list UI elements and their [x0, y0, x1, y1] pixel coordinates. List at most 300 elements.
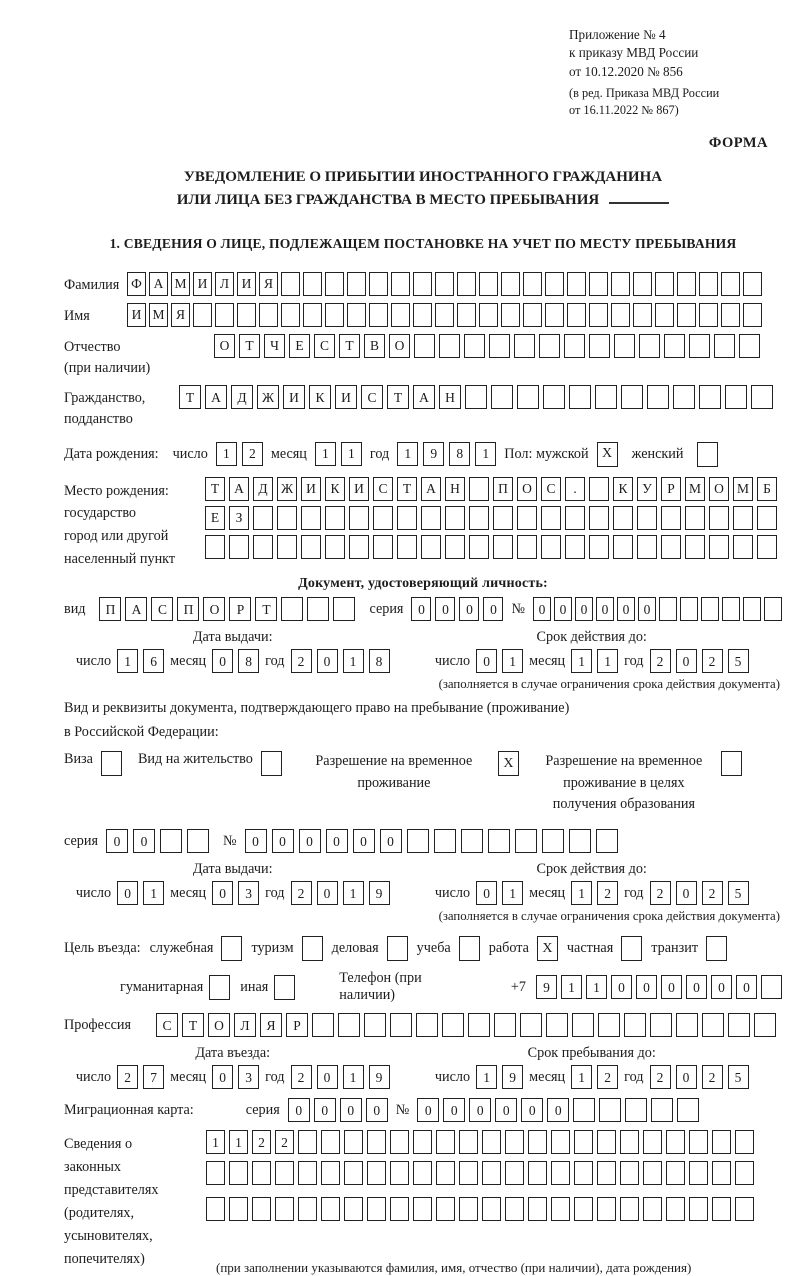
birth-place-row3-cell-3[interactable] [277, 535, 297, 559]
profession-cell-1[interactable]: Т [182, 1013, 204, 1037]
citizenship-cell-22[interactable] [751, 385, 773, 409]
birth-place-row1-cell-1[interactable]: А [229, 477, 249, 501]
purpose-study-checkbox[interactable] [459, 936, 480, 961]
phone-cell-1[interactable]: 1 [561, 975, 582, 999]
representatives-row1-cell-17[interactable] [597, 1130, 616, 1154]
birth-place-row2-cell-17[interactable] [613, 506, 633, 530]
birth-place-row3-cell-0[interactable] [205, 535, 225, 559]
given-name-cell-28[interactable] [743, 303, 762, 327]
surname-cell-27[interactable] [721, 272, 740, 296]
purpose-tourism-checkbox[interactable] [302, 936, 323, 961]
representatives-row3-cell-6[interactable] [344, 1197, 363, 1221]
citizenship-cell-9[interactable]: А [413, 385, 435, 409]
surname-cell-3[interactable]: И [193, 272, 212, 296]
identity-issue-year-cell-2[interactable]: 1 [343, 649, 364, 673]
representatives-row1-cell-15[interactable] [551, 1130, 570, 1154]
identity-issue-year-cell-1[interactable]: 0 [317, 649, 338, 673]
given-name-cell-12[interactable] [391, 303, 410, 327]
entry-year-cell-2[interactable]: 1 [343, 1065, 364, 1089]
given-name-cell-20[interactable] [567, 303, 586, 327]
representatives-row2-cell-19[interactable] [643, 1161, 662, 1185]
representatives-row2-cell-3[interactable] [275, 1161, 294, 1185]
birth-place-row1-cell-17[interactable]: К [613, 477, 633, 501]
profession-cell-2[interactable]: О [208, 1013, 230, 1037]
migration-series-cell-2[interactable]: 0 [340, 1098, 362, 1122]
given-name-cell-2[interactable]: Я [171, 303, 190, 327]
phone-cell-3[interactable]: 0 [611, 975, 632, 999]
representatives-row2-cell-4[interactable] [298, 1161, 317, 1185]
birth-place-row1-cell-14[interactable]: С [541, 477, 561, 501]
representatives-row3-cell-21[interactable] [689, 1197, 708, 1221]
stay-day-cell-0[interactable]: 1 [476, 1065, 497, 1089]
doc-number-cell-0[interactable]: 0 [533, 597, 551, 621]
citizenship-cell-15[interactable] [569, 385, 591, 409]
given-name-cell-14[interactable] [435, 303, 454, 327]
residence-series-cell-3[interactable] [187, 829, 209, 853]
given-name-cell-10[interactable] [347, 303, 366, 327]
profession-cell-8[interactable] [364, 1013, 386, 1037]
representatives-row3-cell-22[interactable] [712, 1197, 731, 1221]
given-name-cell-1[interactable]: М [149, 303, 168, 327]
birth-place-row3-cell-9[interactable] [421, 535, 441, 559]
given-name-cell-0[interactable]: И [127, 303, 146, 327]
birth-place-row2-cell-10[interactable] [445, 506, 465, 530]
identity-issue-year-cell-0[interactable]: 2 [291, 649, 312, 673]
profession-cell-16[interactable] [572, 1013, 594, 1037]
representatives-row2-cell-2[interactable] [252, 1161, 271, 1185]
representatives-row1-cell-4[interactable] [298, 1130, 317, 1154]
residence-expiry-year-cell-3[interactable]: 5 [728, 881, 749, 905]
representatives-row1-cell-6[interactable] [344, 1130, 363, 1154]
surname-cell-25[interactable] [677, 272, 696, 296]
profession-cell-20[interactable] [676, 1013, 698, 1037]
purpose-work-checkbox[interactable]: X [537, 936, 558, 961]
birth-place-row1-cell-11[interactable] [469, 477, 489, 501]
representatives-row1-cell-5[interactable] [321, 1130, 340, 1154]
purpose-other-checkbox[interactable] [274, 975, 295, 1000]
patronymic-cell-14[interactable] [564, 334, 585, 358]
doc-number-cell-10[interactable] [743, 597, 761, 621]
residence-issue-year-cell-0[interactable]: 2 [291, 881, 312, 905]
patronymic-cell-3[interactable]: Е [289, 334, 310, 358]
migration-number-cell-0[interactable]: 0 [417, 1098, 439, 1122]
patronymic-cell-7[interactable]: О [389, 334, 410, 358]
temporary-residence-checkbox[interactable]: X [498, 751, 519, 776]
residence-issue-month-cell-0[interactable]: 0 [212, 881, 233, 905]
citizenship-cell-0[interactable]: Т [179, 385, 201, 409]
stay-month-cell-1[interactable]: 2 [597, 1065, 618, 1089]
stay-day-cell-1[interactable]: 9 [502, 1065, 523, 1089]
profession-cell-3[interactable]: Л [234, 1013, 256, 1037]
residence-number-cell-7[interactable] [434, 829, 456, 853]
residence-number-cell-0[interactable]: 0 [245, 829, 267, 853]
representatives-row2-cell-11[interactable] [459, 1161, 478, 1185]
birth-place-row3-cell-15[interactable] [565, 535, 585, 559]
representatives-row2-cell-21[interactable] [689, 1161, 708, 1185]
birth-place-row3-cell-16[interactable] [589, 535, 609, 559]
doc-kind-cell-2[interactable]: С [151, 597, 173, 621]
representatives-row2-cell-8[interactable] [390, 1161, 409, 1185]
representatives-row3-cell-5[interactable] [321, 1197, 340, 1221]
birth-place-row2-cell-23[interactable] [757, 506, 777, 530]
birth-day-cell-0[interactable]: 1 [216, 442, 237, 466]
residence-number-cell-10[interactable] [515, 829, 537, 853]
citizenship-cell-14[interactable] [543, 385, 565, 409]
birth-place-row1-cell-15[interactable]: . [565, 477, 585, 501]
representatives-row3-cell-15[interactable] [551, 1197, 570, 1221]
birth-place-row2-cell-21[interactable] [709, 506, 729, 530]
birth-place-row2-cell-9[interactable] [421, 506, 441, 530]
entry-year-cell-0[interactable]: 2 [291, 1065, 312, 1089]
identity-issue-day-cell-0[interactable]: 1 [117, 649, 138, 673]
migration-number-cell-6[interactable] [573, 1098, 595, 1122]
representatives-row2-cell-6[interactable] [344, 1161, 363, 1185]
citizenship-cell-8[interactable]: Т [387, 385, 409, 409]
birth-place-row2-cell-6[interactable] [349, 506, 369, 530]
profession-cell-0[interactable]: С [156, 1013, 178, 1037]
residence-issue-month-cell-1[interactable]: 3 [238, 881, 259, 905]
residence-series-cell-2[interactable] [160, 829, 182, 853]
representatives-row1-cell-12[interactable] [482, 1130, 501, 1154]
birth-place-row3-cell-11[interactable] [469, 535, 489, 559]
representatives-row2-cell-22[interactable] [712, 1161, 731, 1185]
profession-cell-7[interactable] [338, 1013, 360, 1037]
birth-place-row2-cell-4[interactable] [301, 506, 321, 530]
representatives-row1-cell-11[interactable] [459, 1130, 478, 1154]
surname-cell-18[interactable] [523, 272, 542, 296]
given-name-cell-18[interactable] [523, 303, 542, 327]
purpose-business-checkbox[interactable] [221, 936, 242, 961]
birth-place-row1-cell-10[interactable]: Н [445, 477, 465, 501]
birth-place-row3-cell-5[interactable] [325, 535, 345, 559]
patronymic-cell-2[interactable]: Ч [264, 334, 285, 358]
birth-place-row2-cell-12[interactable] [493, 506, 513, 530]
representatives-row3-cell-11[interactable] [459, 1197, 478, 1221]
profession-cell-15[interactable] [546, 1013, 568, 1037]
representatives-row3-cell-18[interactable] [620, 1197, 639, 1221]
birth-place-row3-cell-21[interactable] [709, 535, 729, 559]
migration-number-cell-4[interactable]: 0 [521, 1098, 543, 1122]
birth-place-row1-cell-18[interactable]: У [637, 477, 657, 501]
entry-month-cell-0[interactable]: 0 [212, 1065, 233, 1089]
doc-kind-cell-1[interactable]: А [125, 597, 147, 621]
doc-number-cell-9[interactable] [722, 597, 740, 621]
doc-number-cell-3[interactable]: 0 [596, 597, 614, 621]
migration-series-cell-3[interactable]: 0 [366, 1098, 388, 1122]
migration-number-cell-7[interactable] [599, 1098, 621, 1122]
birth-place-row1-cell-22[interactable]: М [733, 477, 753, 501]
given-name-cell-6[interactable] [259, 303, 278, 327]
representatives-row1-cell-1[interactable]: 1 [229, 1130, 248, 1154]
residence-number-cell-4[interactable]: 0 [353, 829, 375, 853]
residence-issue-year-cell-1[interactable]: 0 [317, 881, 338, 905]
migration-number-cell-2[interactable]: 0 [469, 1098, 491, 1122]
representatives-row2-cell-13[interactable] [505, 1161, 524, 1185]
given-name-cell-7[interactable] [281, 303, 300, 327]
birth-place-row3-cell-17[interactable] [613, 535, 633, 559]
patronymic-cell-0[interactable]: О [214, 334, 235, 358]
patronymic-cell-10[interactable] [464, 334, 485, 358]
birth-year-cell-2[interactable]: 8 [449, 442, 470, 466]
patronymic-cell-1[interactable]: Т [239, 334, 260, 358]
given-name-cell-24[interactable] [655, 303, 674, 327]
representatives-row3-cell-17[interactable] [597, 1197, 616, 1221]
birth-place-row2-cell-15[interactable] [565, 506, 585, 530]
representatives-row1-cell-14[interactable] [528, 1130, 547, 1154]
given-name-cell-8[interactable] [303, 303, 322, 327]
surname-cell-23[interactable] [633, 272, 652, 296]
migration-series-cell-0[interactable]: 0 [288, 1098, 310, 1122]
birth-place-row3-cell-12[interactable] [493, 535, 513, 559]
residence-number-cell-12[interactable] [569, 829, 591, 853]
residence-issue-day-cell-0[interactable]: 0 [117, 881, 138, 905]
residence-number-cell-9[interactable] [488, 829, 510, 853]
identity-expiry-month-cell-1[interactable]: 1 [597, 649, 618, 673]
representatives-row3-cell-23[interactable] [735, 1197, 754, 1221]
representatives-row1-cell-8[interactable] [390, 1130, 409, 1154]
birth-place-row3-cell-18[interactable] [637, 535, 657, 559]
sex-female-checkbox[interactable] [697, 442, 718, 467]
surname-cell-6[interactable]: Я [259, 272, 278, 296]
doc-kind-cell-8[interactable] [307, 597, 329, 621]
representatives-row2-cell-18[interactable] [620, 1161, 639, 1185]
residence-series-cell-1[interactable]: 0 [133, 829, 155, 853]
birth-place-row1-cell-12[interactable]: П [493, 477, 513, 501]
representatives-row2-cell-10[interactable] [436, 1161, 455, 1185]
surname-cell-28[interactable] [743, 272, 762, 296]
profession-cell-11[interactable] [442, 1013, 464, 1037]
doc-number-cell-11[interactable] [764, 597, 782, 621]
representatives-row1-cell-0[interactable]: 1 [206, 1130, 225, 1154]
representatives-row1-cell-21[interactable] [689, 1130, 708, 1154]
citizenship-cell-7[interactable]: С [361, 385, 383, 409]
surname-cell-10[interactable] [347, 272, 366, 296]
residence-number-cell-2[interactable]: 0 [299, 829, 321, 853]
given-name-cell-16[interactable] [479, 303, 498, 327]
birth-place-row2-cell-22[interactable] [733, 506, 753, 530]
profession-cell-12[interactable] [468, 1013, 490, 1037]
patronymic-cell-9[interactable] [439, 334, 460, 358]
birth-place-row1-cell-19[interactable]: Р [661, 477, 681, 501]
residence-expiry-day-cell-1[interactable]: 1 [502, 881, 523, 905]
migration-number-cell-5[interactable]: 0 [547, 1098, 569, 1122]
doc-number-cell-7[interactable] [680, 597, 698, 621]
representatives-row1-cell-16[interactable] [574, 1130, 593, 1154]
doc-kind-cell-3[interactable]: П [177, 597, 199, 621]
stay-year-cell-3[interactable]: 5 [728, 1065, 749, 1089]
residence-expiry-year-cell-1[interactable]: 0 [676, 881, 697, 905]
migration-number-cell-9[interactable] [651, 1098, 673, 1122]
profession-cell-18[interactable] [624, 1013, 646, 1037]
representatives-row3-cell-3[interactable] [275, 1197, 294, 1221]
birth-place-row3-cell-22[interactable] [733, 535, 753, 559]
representatives-row1-cell-7[interactable] [367, 1130, 386, 1154]
birth-place-row2-cell-20[interactable] [685, 506, 705, 530]
representatives-row1-cell-19[interactable] [643, 1130, 662, 1154]
patronymic-cell-8[interactable] [414, 334, 435, 358]
citizenship-cell-18[interactable] [647, 385, 669, 409]
surname-cell-26[interactable] [699, 272, 718, 296]
given-name-cell-15[interactable] [457, 303, 476, 327]
birth-place-row3-cell-6[interactable] [349, 535, 369, 559]
representatives-row1-cell-10[interactable] [436, 1130, 455, 1154]
given-name-cell-19[interactable] [545, 303, 564, 327]
surname-cell-9[interactable] [325, 272, 344, 296]
representatives-row3-cell-10[interactable] [436, 1197, 455, 1221]
given-name-cell-27[interactable] [721, 303, 740, 327]
given-name-cell-26[interactable] [699, 303, 718, 327]
phone-cell-5[interactable]: 0 [661, 975, 682, 999]
surname-cell-21[interactable] [589, 272, 608, 296]
surname-cell-22[interactable] [611, 272, 630, 296]
birth-place-row1-cell-2[interactable]: Д [253, 477, 273, 501]
citizenship-cell-12[interactable] [491, 385, 513, 409]
representatives-row2-cell-20[interactable] [666, 1161, 685, 1185]
representatives-row2-cell-15[interactable] [551, 1161, 570, 1185]
birth-place-row1-cell-8[interactable]: Т [397, 477, 417, 501]
surname-cell-5[interactable]: И [237, 272, 256, 296]
representatives-row3-cell-16[interactable] [574, 1197, 593, 1221]
representatives-row3-cell-13[interactable] [505, 1197, 524, 1221]
representatives-row2-cell-1[interactable] [229, 1161, 248, 1185]
representatives-row2-cell-23[interactable] [735, 1161, 754, 1185]
citizenship-cell-6[interactable]: И [335, 385, 357, 409]
residence-number-cell-11[interactable] [542, 829, 564, 853]
residence-number-cell-1[interactable]: 0 [272, 829, 294, 853]
patronymic-cell-19[interactable] [689, 334, 710, 358]
entry-month-cell-1[interactable]: 3 [238, 1065, 259, 1089]
representatives-row3-cell-9[interactable] [413, 1197, 432, 1221]
representatives-row3-cell-1[interactable] [229, 1197, 248, 1221]
surname-cell-7[interactable] [281, 272, 300, 296]
representatives-row3-cell-12[interactable] [482, 1197, 501, 1221]
birth-place-row1-cell-9[interactable]: А [421, 477, 441, 501]
identity-expiry-month-cell-0[interactable]: 1 [571, 649, 592, 673]
residence-number-cell-6[interactable] [407, 829, 429, 853]
doc-kind-cell-7[interactable] [281, 597, 303, 621]
migration-number-cell-1[interactable]: 0 [443, 1098, 465, 1122]
doc-kind-cell-6[interactable]: Т [255, 597, 277, 621]
citizenship-cell-2[interactable]: Д [231, 385, 253, 409]
entry-year-cell-1[interactable]: 0 [317, 1065, 338, 1089]
birth-place-row1-cell-7[interactable]: С [373, 477, 393, 501]
phone-cell-6[interactable]: 0 [686, 975, 707, 999]
temporary-residence-education-checkbox[interactable] [721, 751, 742, 776]
surname-cell-12[interactable] [391, 272, 410, 296]
citizenship-cell-21[interactable] [725, 385, 747, 409]
doc-series-cell-3[interactable]: 0 [483, 597, 503, 621]
given-name-cell-22[interactable] [611, 303, 630, 327]
doc-series-cell-2[interactable]: 0 [459, 597, 479, 621]
birth-place-row3-cell-10[interactable] [445, 535, 465, 559]
citizenship-cell-11[interactable] [465, 385, 487, 409]
migration-number-cell-8[interactable] [625, 1098, 647, 1122]
residence-issue-day-cell-1[interactable]: 1 [143, 881, 164, 905]
residence-number-cell-5[interactable]: 0 [380, 829, 402, 853]
representatives-row3-cell-20[interactable] [666, 1197, 685, 1221]
migration-number-cell-10[interactable] [677, 1098, 699, 1122]
birth-place-row3-cell-7[interactable] [373, 535, 393, 559]
residence-series-cell-0[interactable]: 0 [106, 829, 128, 853]
profession-cell-19[interactable] [650, 1013, 672, 1037]
given-name-cell-25[interactable] [677, 303, 696, 327]
profession-cell-13[interactable] [494, 1013, 516, 1037]
birth-day-cell-1[interactable]: 2 [242, 442, 263, 466]
patronymic-cell-5[interactable]: Т [339, 334, 360, 358]
representatives-row2-cell-7[interactable] [367, 1161, 386, 1185]
residence-permit-checkbox[interactable] [261, 751, 282, 776]
representatives-row2-cell-9[interactable] [413, 1161, 432, 1185]
representatives-row3-cell-14[interactable] [528, 1197, 547, 1221]
patronymic-cell-21[interactable] [739, 334, 760, 358]
birth-place-row1-cell-5[interactable]: К [325, 477, 345, 501]
residence-number-cell-3[interactable]: 0 [326, 829, 348, 853]
surname-cell-11[interactable] [369, 272, 388, 296]
birth-place-row1-cell-16[interactable] [589, 477, 609, 501]
surname-cell-16[interactable] [479, 272, 498, 296]
visa-checkbox[interactable] [101, 751, 122, 776]
representatives-row1-cell-23[interactable] [735, 1130, 754, 1154]
birth-place-row1-cell-0[interactable]: Т [205, 477, 225, 501]
identity-expiry-year-cell-0[interactable]: 2 [650, 649, 671, 673]
identity-expiry-day-cell-0[interactable]: 0 [476, 649, 497, 673]
patronymic-cell-13[interactable] [539, 334, 560, 358]
patronymic-cell-4[interactable]: С [314, 334, 335, 358]
representatives-row1-cell-13[interactable] [505, 1130, 524, 1154]
birth-place-row2-cell-18[interactable] [637, 506, 657, 530]
identity-expiry-day-cell-1[interactable]: 1 [502, 649, 523, 673]
given-name-cell-17[interactable] [501, 303, 520, 327]
representatives-row2-cell-17[interactable] [597, 1161, 616, 1185]
representatives-row1-cell-3[interactable]: 2 [275, 1130, 294, 1154]
residence-expiry-day-cell-0[interactable]: 0 [476, 881, 497, 905]
birth-month-cell-1[interactable]: 1 [341, 442, 362, 466]
birth-place-row3-cell-8[interactable] [397, 535, 417, 559]
birth-place-row2-cell-14[interactable] [541, 506, 561, 530]
doc-number-cell-2[interactable]: 0 [575, 597, 593, 621]
identity-expiry-year-cell-1[interactable]: 0 [676, 649, 697, 673]
doc-kind-cell-5[interactable]: Р [229, 597, 251, 621]
surname-cell-14[interactable] [435, 272, 454, 296]
citizenship-cell-1[interactable]: А [205, 385, 227, 409]
given-name-cell-3[interactable] [193, 303, 212, 327]
stay-month-cell-0[interactable]: 1 [571, 1065, 592, 1089]
entry-day-cell-1[interactable]: 7 [143, 1065, 164, 1089]
profession-cell-14[interactable] [520, 1013, 542, 1037]
birth-place-row1-cell-23[interactable]: Б [757, 477, 777, 501]
representatives-row3-cell-7[interactable] [367, 1197, 386, 1221]
residence-expiry-month-cell-1[interactable]: 2 [597, 881, 618, 905]
purpose-commercial-checkbox[interactable] [387, 936, 408, 961]
doc-number-cell-1[interactable]: 0 [554, 597, 572, 621]
residence-expiry-month-cell-0[interactable]: 1 [571, 881, 592, 905]
doc-kind-cell-4[interactable]: О [203, 597, 225, 621]
profession-cell-17[interactable] [598, 1013, 620, 1037]
birth-place-row3-cell-23[interactable] [757, 535, 777, 559]
identity-issue-year-cell-3[interactable]: 8 [369, 649, 390, 673]
residence-issue-year-cell-3[interactable]: 9 [369, 881, 390, 905]
migration-number-cell-3[interactable]: 0 [495, 1098, 517, 1122]
surname-cell-0[interactable]: Ф [127, 272, 146, 296]
birth-place-row2-cell-5[interactable] [325, 506, 345, 530]
birth-place-row2-cell-13[interactable] [517, 506, 537, 530]
residence-expiry-year-cell-0[interactable]: 2 [650, 881, 671, 905]
purpose-private-checkbox[interactable] [621, 936, 642, 961]
birth-place-row1-cell-6[interactable]: И [349, 477, 369, 501]
given-name-cell-9[interactable] [325, 303, 344, 327]
doc-number-cell-6[interactable] [659, 597, 677, 621]
birth-place-row2-cell-3[interactable] [277, 506, 297, 530]
